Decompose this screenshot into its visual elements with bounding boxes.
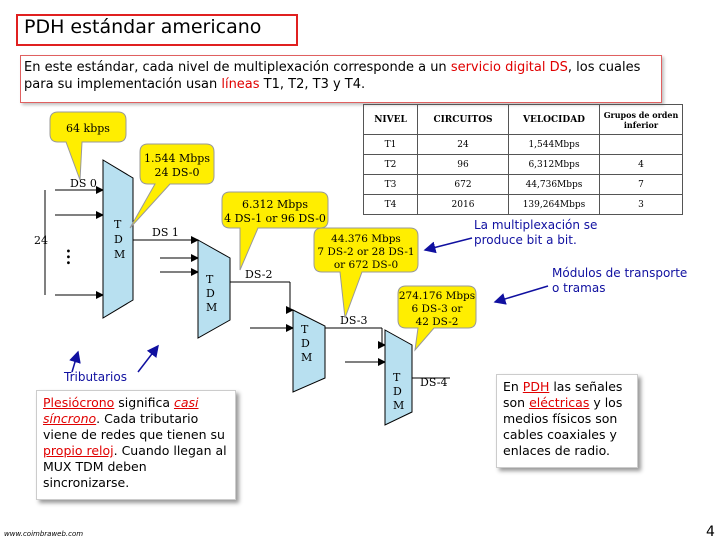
note-pdh-medios bbox=[496, 374, 638, 468]
line-label-ds2: DS-2 bbox=[245, 268, 273, 281]
term-electricas: eléctricas bbox=[529, 395, 590, 410]
callout-1544mbps bbox=[130, 144, 214, 228]
ds0-input-lines bbox=[45, 190, 103, 295]
note-text: . Cuando llegan al MUX TDM deben sincronizarse. bbox=[43, 443, 227, 490]
table-cell: 6,312Mbps bbox=[509, 155, 600, 175]
callout-text: 274.176 Mbps bbox=[398, 290, 476, 302]
intro-term-ds: servicio digital DS bbox=[450, 60, 568, 75]
callout-text: 4 DS-1 or 96 DS-0 bbox=[224, 212, 326, 225]
note-text: En bbox=[503, 379, 523, 394]
table-cell: 7 bbox=[600, 175, 683, 195]
callout-text: 42 DS-2 bbox=[415, 316, 459, 328]
table-cell: 1,544Mbps bbox=[509, 135, 600, 155]
arrow-bit-by-bit bbox=[425, 238, 472, 250]
line-label-ds3: DS-3 bbox=[340, 314, 368, 327]
footer-website: www.coimbraweb.com bbox=[4, 530, 84, 538]
annotation-modules: Módulos de transporte o tramas bbox=[552, 266, 688, 295]
table-cell: 44,736Mbps bbox=[509, 175, 600, 195]
table-cell: 4 bbox=[600, 155, 683, 175]
table-cell: T1 bbox=[364, 135, 418, 155]
table-cell: 139,264Mbps bbox=[509, 195, 600, 215]
note-text: . Cada tributario viene de redes que tienen su bbox=[43, 411, 225, 442]
table-header: CIRCUITOS bbox=[418, 105, 509, 135]
term-propio-reloj: propio reloj bbox=[43, 443, 114, 458]
term-casi-sincrono: casi síncrono bbox=[43, 395, 199, 426]
table-cell: 96 bbox=[418, 155, 509, 175]
table-cell: 24 bbox=[418, 135, 509, 155]
line-label-ds0: DS 0 bbox=[70, 177, 97, 190]
callout-text: 6 DS-3 or bbox=[411, 303, 463, 315]
note-text: y los medios físicos son cables coaxiales y enlaces de radio. bbox=[503, 395, 623, 458]
table-header: NIVEL bbox=[364, 105, 418, 135]
table-cell: T4 bbox=[364, 195, 418, 215]
callout-text: 1.544 Mbps bbox=[144, 152, 210, 165]
table-cell: 672 bbox=[418, 175, 509, 195]
annotation-bit-by-bit: La multiplexación se produce bit a bit. bbox=[474, 218, 598, 247]
ds1-lines bbox=[133, 240, 198, 272]
slide-title: PDH estándar americano bbox=[24, 16, 262, 38]
table-header: Grupos de orden inferior bbox=[600, 105, 683, 135]
mux-label-d: D bbox=[301, 337, 310, 350]
page-number: 4 bbox=[706, 524, 715, 540]
table-cell: T2 bbox=[364, 155, 418, 175]
callout-text: 6.312 Mbps bbox=[242, 198, 308, 211]
mux-label-m: M bbox=[393, 399, 405, 412]
ellipsis-dots: ••• bbox=[62, 248, 73, 266]
callout-text: 64 kbps bbox=[66, 122, 110, 135]
note-text: significa bbox=[114, 395, 174, 410]
mux-label-d: D bbox=[393, 385, 402, 398]
mux-label-m: M bbox=[114, 248, 126, 261]
mux-label-t: T bbox=[206, 273, 214, 286]
arrow-tributarios-1 bbox=[72, 352, 78, 372]
term-pdh: PDH bbox=[522, 379, 550, 394]
note-text: las señales son bbox=[503, 379, 623, 410]
ds3-lines bbox=[325, 328, 385, 362]
intro-text-2: , los cuales para su implementación usan bbox=[24, 60, 641, 92]
callout-274176mbps bbox=[398, 286, 476, 350]
callout-text: or 672 DS-0 bbox=[333, 259, 399, 271]
mux-label-d: D bbox=[206, 287, 215, 300]
mux-label-t: T bbox=[114, 218, 122, 231]
mux-label-m: M bbox=[206, 301, 218, 314]
callout-6312mbps bbox=[222, 192, 328, 270]
mux-label-m: M bbox=[301, 351, 313, 364]
term-plesiocrono: Plesiócrono bbox=[43, 395, 115, 410]
callout-text: 24 DS-0 bbox=[154, 166, 200, 179]
arrow-tributarios-2 bbox=[138, 346, 158, 372]
intro-text-3: T1, T2, T3 y T4. bbox=[259, 77, 366, 92]
mux-label-t: T bbox=[301, 323, 309, 336]
table-cell: 2016 bbox=[418, 195, 509, 215]
line-label-ds1: DS 1 bbox=[152, 226, 179, 239]
callout-text: 7 DS-2 or 28 DS-1 bbox=[317, 246, 415, 258]
annotation-tributarios: Tributarios bbox=[64, 370, 127, 384]
callout-text: 44.376 Mbps bbox=[331, 233, 401, 245]
intro-text-1: En este estándar, cada nivel de multiplexación corresponde a un bbox=[24, 60, 451, 75]
intro-term-lineas: líneas bbox=[221, 77, 260, 92]
mux-label-t: T bbox=[393, 371, 401, 384]
line-label-24: 24 bbox=[34, 234, 48, 247]
table-header: VELOCIDAD bbox=[509, 105, 600, 135]
note-plesiocrono bbox=[36, 390, 236, 500]
arrow-modules bbox=[495, 286, 548, 302]
table-cell: T3 bbox=[364, 175, 418, 195]
ds2-lines bbox=[230, 282, 293, 328]
table-cell: 3 bbox=[600, 195, 683, 215]
mux-label-d: D bbox=[114, 233, 123, 246]
line-label-ds4: DS-4 bbox=[420, 376, 448, 389]
